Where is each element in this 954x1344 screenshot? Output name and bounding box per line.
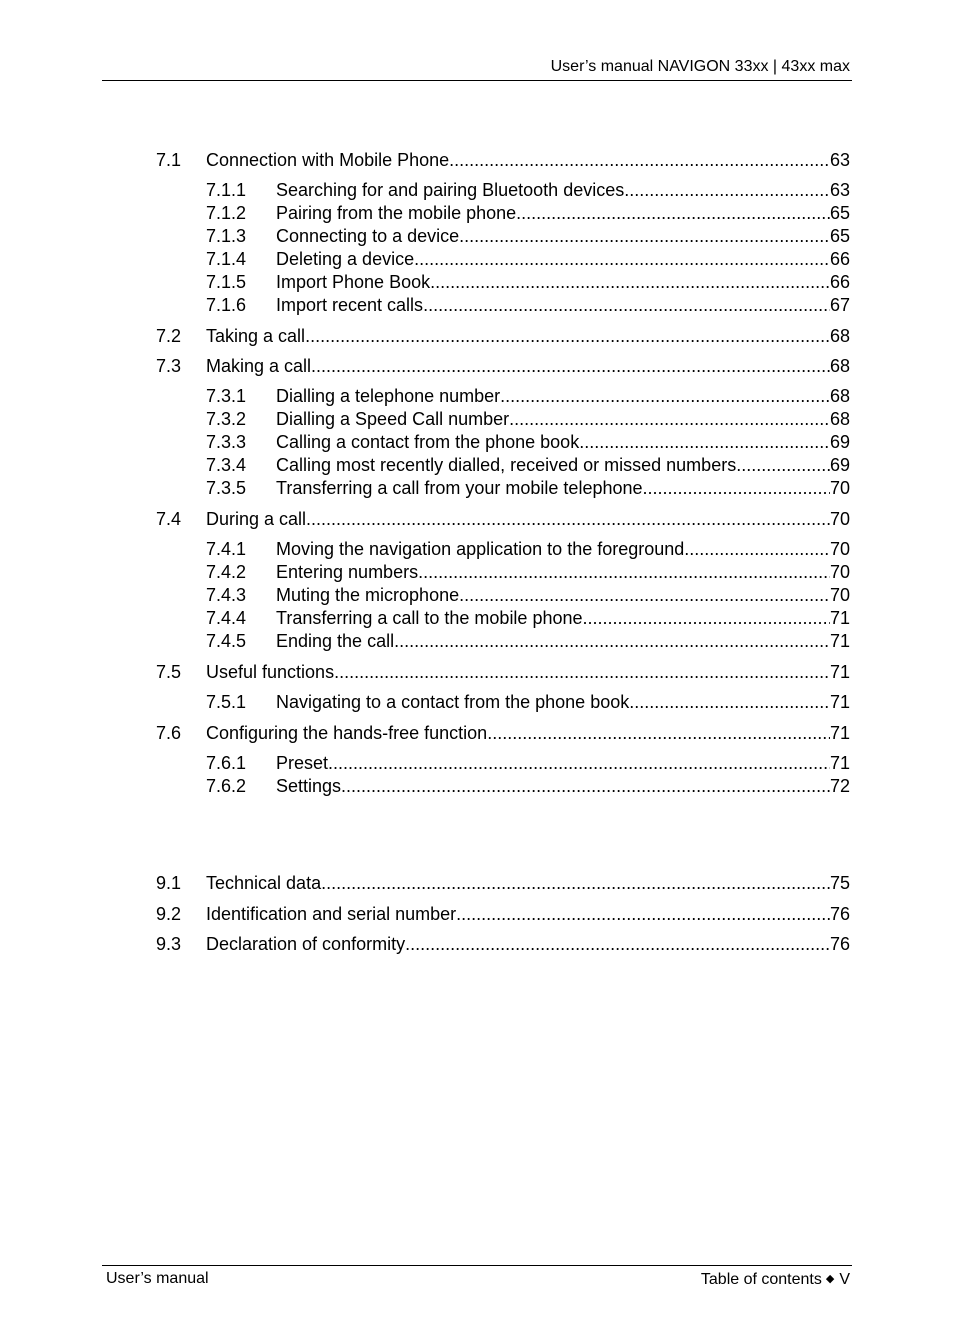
toc-entry-line	[276, 538, 850, 561]
toc-entry-page: 72	[829, 776, 850, 796]
toc-entry-title: Pairing from the mobile phone	[276, 203, 517, 223]
toc-entry[interactable]	[156, 149, 850, 172]
toc-entry-number: 7.3.2	[206, 409, 247, 429]
toc-entry-title: Identification and serial number	[206, 904, 457, 924]
toc-entry-line	[276, 477, 850, 500]
toc-entry-number: 9.1	[156, 873, 182, 893]
toc-entry-line	[276, 630, 850, 653]
toc-entry-page: 75	[829, 873, 850, 893]
dot-leader	[500, 385, 830, 408]
toc-entry-title: Settings	[276, 776, 342, 796]
toc-entry-line	[276, 225, 850, 248]
dot-leader	[736, 454, 830, 477]
footer-page-number: V	[839, 1271, 850, 1288]
toc-entry[interactable]	[156, 294, 850, 317]
dot-leader	[306, 508, 830, 531]
dot-leader	[394, 630, 830, 653]
toc-entry-number: 7.6.1	[206, 753, 247, 773]
toc-entry[interactable]	[156, 872, 850, 895]
toc-entry-number: 7.3	[156, 356, 182, 376]
toc-entry-line	[206, 661, 850, 684]
toc-entry-page: 66	[829, 272, 850, 292]
toc-entry-number: 7.1	[156, 150, 182, 170]
toc-entry-number: 7.6.2	[206, 776, 247, 796]
dot-leader	[405, 933, 830, 956]
toc-entry-number: 9.2	[156, 904, 182, 924]
toc-entry-line	[276, 607, 850, 630]
dot-leader	[459, 225, 830, 248]
toc-entry[interactable]	[156, 722, 850, 745]
toc-entry-number: 7.1.4	[206, 249, 247, 269]
dot-leader	[430, 271, 830, 294]
toc-entry-title: Import Phone Book	[276, 272, 431, 292]
toc-entry-title: Ending the call	[276, 631, 395, 651]
toc-entry[interactable]	[156, 775, 850, 798]
toc-entry-page: 68	[829, 409, 850, 429]
page-header	[102, 56, 852, 81]
toc-entry-line	[206, 722, 850, 745]
dot-leader	[341, 775, 830, 798]
toc-entry-page: 71	[829, 723, 850, 743]
dot-leader	[334, 661, 830, 684]
toc-entry-page: 69	[829, 432, 850, 452]
toc-entry[interactable]	[156, 385, 850, 408]
toc-entry[interactable]	[156, 538, 850, 561]
toc-entry-number: 7.3.5	[206, 478, 247, 498]
dot-leader	[643, 477, 830, 500]
toc-entry-page: 68	[829, 326, 850, 346]
toc-entry-number: 7.6	[156, 723, 182, 743]
dot-leader	[583, 607, 830, 630]
footer-manual-label: User’s manual	[106, 1270, 209, 1287]
dot-leader	[311, 355, 830, 378]
toc-entry-title: Dialling a telephone number	[276, 386, 501, 406]
toc-entry-page: 70	[829, 509, 850, 529]
toc-entry-number: 7.4.3	[206, 585, 247, 605]
dot-leader	[305, 325, 830, 348]
dot-leader	[328, 752, 830, 775]
toc-entry-title: Connection with Mobile Phone	[206, 150, 450, 170]
toc-entry-line	[206, 508, 850, 531]
toc-entry-line	[206, 903, 850, 926]
toc-entry-number: 7.1.2	[206, 203, 247, 223]
toc-entry-page: 70	[829, 478, 850, 498]
toc-entry-page: 70	[829, 562, 850, 582]
toc-entry-number: 7.1.3	[206, 226, 247, 246]
toc-entry-page: 63	[829, 180, 850, 200]
toc-entry-title: Entering numbers	[276, 562, 419, 582]
toc-entry-page: 63	[829, 150, 850, 170]
toc-entry-title: Making a call	[206, 356, 312, 376]
toc-entry-page: 68	[829, 386, 850, 406]
toc-entry-number: 7.4	[156, 509, 182, 529]
toc-entry-page: 65	[829, 226, 850, 246]
toc-entry-line	[276, 179, 850, 202]
toc-entry[interactable]	[156, 179, 850, 202]
dot-leader	[579, 431, 830, 454]
dot-leader	[423, 294, 830, 317]
toc-entry[interactable]	[156, 584, 850, 607]
toc-entry-title: Navigating to a contact from the phone book	[276, 692, 630, 712]
toc-entry-line	[206, 933, 850, 956]
toc-entry-page: 69	[829, 455, 850, 475]
diamond-icon: ◆	[825, 1273, 835, 1285]
toc-entry-number: 7.2	[156, 326, 182, 346]
toc-entry-number: 7.3.1	[206, 386, 247, 406]
toc-entry-title: Searching for and pairing Bluetooth devices	[276, 180, 625, 200]
toc-entry-title: Configuring the hands-free function	[206, 723, 488, 743]
toc-entry-page: 71	[829, 692, 850, 712]
toc-entry-line	[206, 872, 850, 895]
toc-entry[interactable]	[156, 248, 850, 271]
toc-entry-line	[276, 271, 850, 294]
toc-entry[interactable]	[156, 903, 850, 926]
toc-entry-page: 67	[829, 295, 850, 315]
toc-entry[interactable]	[156, 408, 850, 431]
dot-leader	[509, 408, 830, 431]
toc-entry-line	[276, 294, 850, 317]
toc-entry-number: 7.4.4	[206, 608, 247, 628]
toc-entry-title: Muting the microphone	[276, 585, 460, 605]
toc-entry-page: 71	[829, 753, 850, 773]
toc-entry-title: Useful functions	[206, 662, 335, 682]
dot-leader	[629, 691, 830, 714]
toc-entry-number: 7.5	[156, 662, 182, 682]
toc-entry-page: 71	[829, 608, 850, 628]
toc-entry-title: Preset	[276, 753, 329, 773]
dot-leader	[684, 538, 830, 561]
toc-entry[interactable]	[156, 508, 850, 531]
footer-section	[701, 1270, 850, 1289]
toc-entry-page: 70	[829, 585, 850, 605]
toc-entry-title: Connecting to a device	[276, 226, 460, 246]
toc-entry[interactable]	[156, 752, 850, 775]
toc-entry-line	[276, 561, 850, 584]
toc-entry[interactable]	[156, 431, 850, 454]
toc-entry[interactable]	[156, 325, 850, 348]
toc-entry[interactable]	[156, 454, 850, 477]
toc-entry[interactable]	[156, 202, 850, 225]
toc-entry[interactable]	[156, 691, 850, 714]
toc-entry-title: Transferring a call from your mobile telephone	[276, 478, 643, 498]
toc-entry-number: 7.4.1	[206, 539, 247, 559]
toc-entry-title: Taking a call	[206, 326, 306, 346]
toc-entry[interactable]	[156, 661, 850, 684]
toc-entry-title: Technical data	[206, 873, 322, 893]
dot-leader	[624, 179, 830, 202]
toc-entry[interactable]	[156, 933, 850, 956]
toc-entry-line	[276, 248, 850, 271]
footer-section-label: Table of contents	[700, 1271, 822, 1288]
toc-entry[interactable]	[156, 225, 850, 248]
toc-entry-number: 7.3.3	[206, 432, 247, 452]
toc-entry-line	[206, 355, 850, 378]
toc-entry-line	[276, 775, 850, 798]
toc-entry-number: 7.1.1	[206, 180, 247, 200]
toc-entry-title: Dialling a Speed Call number	[276, 409, 510, 429]
toc-entry-line	[206, 149, 850, 172]
toc-entry-title: Import recent calls	[276, 295, 424, 315]
toc-entry-line	[276, 385, 850, 408]
toc-entry-title: Calling a contact from the phone book	[276, 432, 580, 452]
toc-entry-line	[206, 325, 850, 348]
toc-entry-number: 7.5.1	[206, 692, 247, 712]
toc-entry-line	[276, 584, 850, 607]
toc-entry[interactable]	[156, 477, 850, 500]
toc-entry[interactable]	[156, 630, 850, 653]
dot-leader	[418, 561, 830, 584]
toc-entry-number: 7.3.4	[206, 455, 247, 475]
toc-entry-page: 76	[829, 904, 850, 924]
toc-entry-line	[276, 408, 850, 431]
toc-entry-title: Deleting a device	[276, 249, 415, 269]
toc-entry-line	[276, 691, 850, 714]
toc-entry-title: Moving the navigation application to the foreground	[276, 539, 685, 559]
dot-leader	[321, 872, 830, 895]
toc-entry[interactable]	[156, 271, 850, 294]
dot-leader	[516, 202, 830, 225]
toc-entry-page: 76	[829, 934, 850, 954]
toc-entry-number: 7.4.2	[206, 562, 247, 582]
toc-entry-line	[276, 752, 850, 775]
dot-leader	[414, 248, 830, 271]
toc-entry[interactable]	[156, 561, 850, 584]
toc-entry-title: Declaration of conformity	[206, 934, 406, 954]
toc-entry-title: Transferring a call to the mobile phone	[276, 608, 583, 628]
toc-entry-line	[276, 454, 850, 477]
toc-entry[interactable]	[156, 355, 850, 378]
dot-leader	[487, 722, 830, 745]
toc-entry-number: 9.3	[156, 934, 182, 954]
toc-entry-number: 7.1.6	[206, 295, 247, 315]
toc-entry-number: 7.4.5	[206, 631, 247, 651]
toc-entry-title: During a call	[206, 509, 307, 529]
toc-entry-title: Calling most recently dialled, received or missed numbers	[276, 455, 737, 475]
page-footer	[102, 1265, 852, 1295]
toc-entry-number: 7.1.5	[206, 272, 247, 292]
toc-entry-line	[276, 202, 850, 225]
toc-entry[interactable]	[156, 607, 850, 630]
toc-entry-page: 68	[829, 356, 850, 376]
toc-entry-page: 71	[829, 662, 850, 682]
toc-entry-page: 66	[829, 249, 850, 269]
dot-leader	[459, 584, 830, 607]
toc-entry-page: 71	[829, 631, 850, 651]
dot-leader	[456, 903, 830, 926]
toc-entry-line	[276, 431, 850, 454]
toc-entry-page: 65	[829, 203, 850, 223]
header-title: User’s manual NAVIGON 33xx | 43xx max	[550, 58, 850, 75]
toc-entry-page: 70	[829, 539, 850, 559]
dot-leader	[449, 149, 830, 172]
